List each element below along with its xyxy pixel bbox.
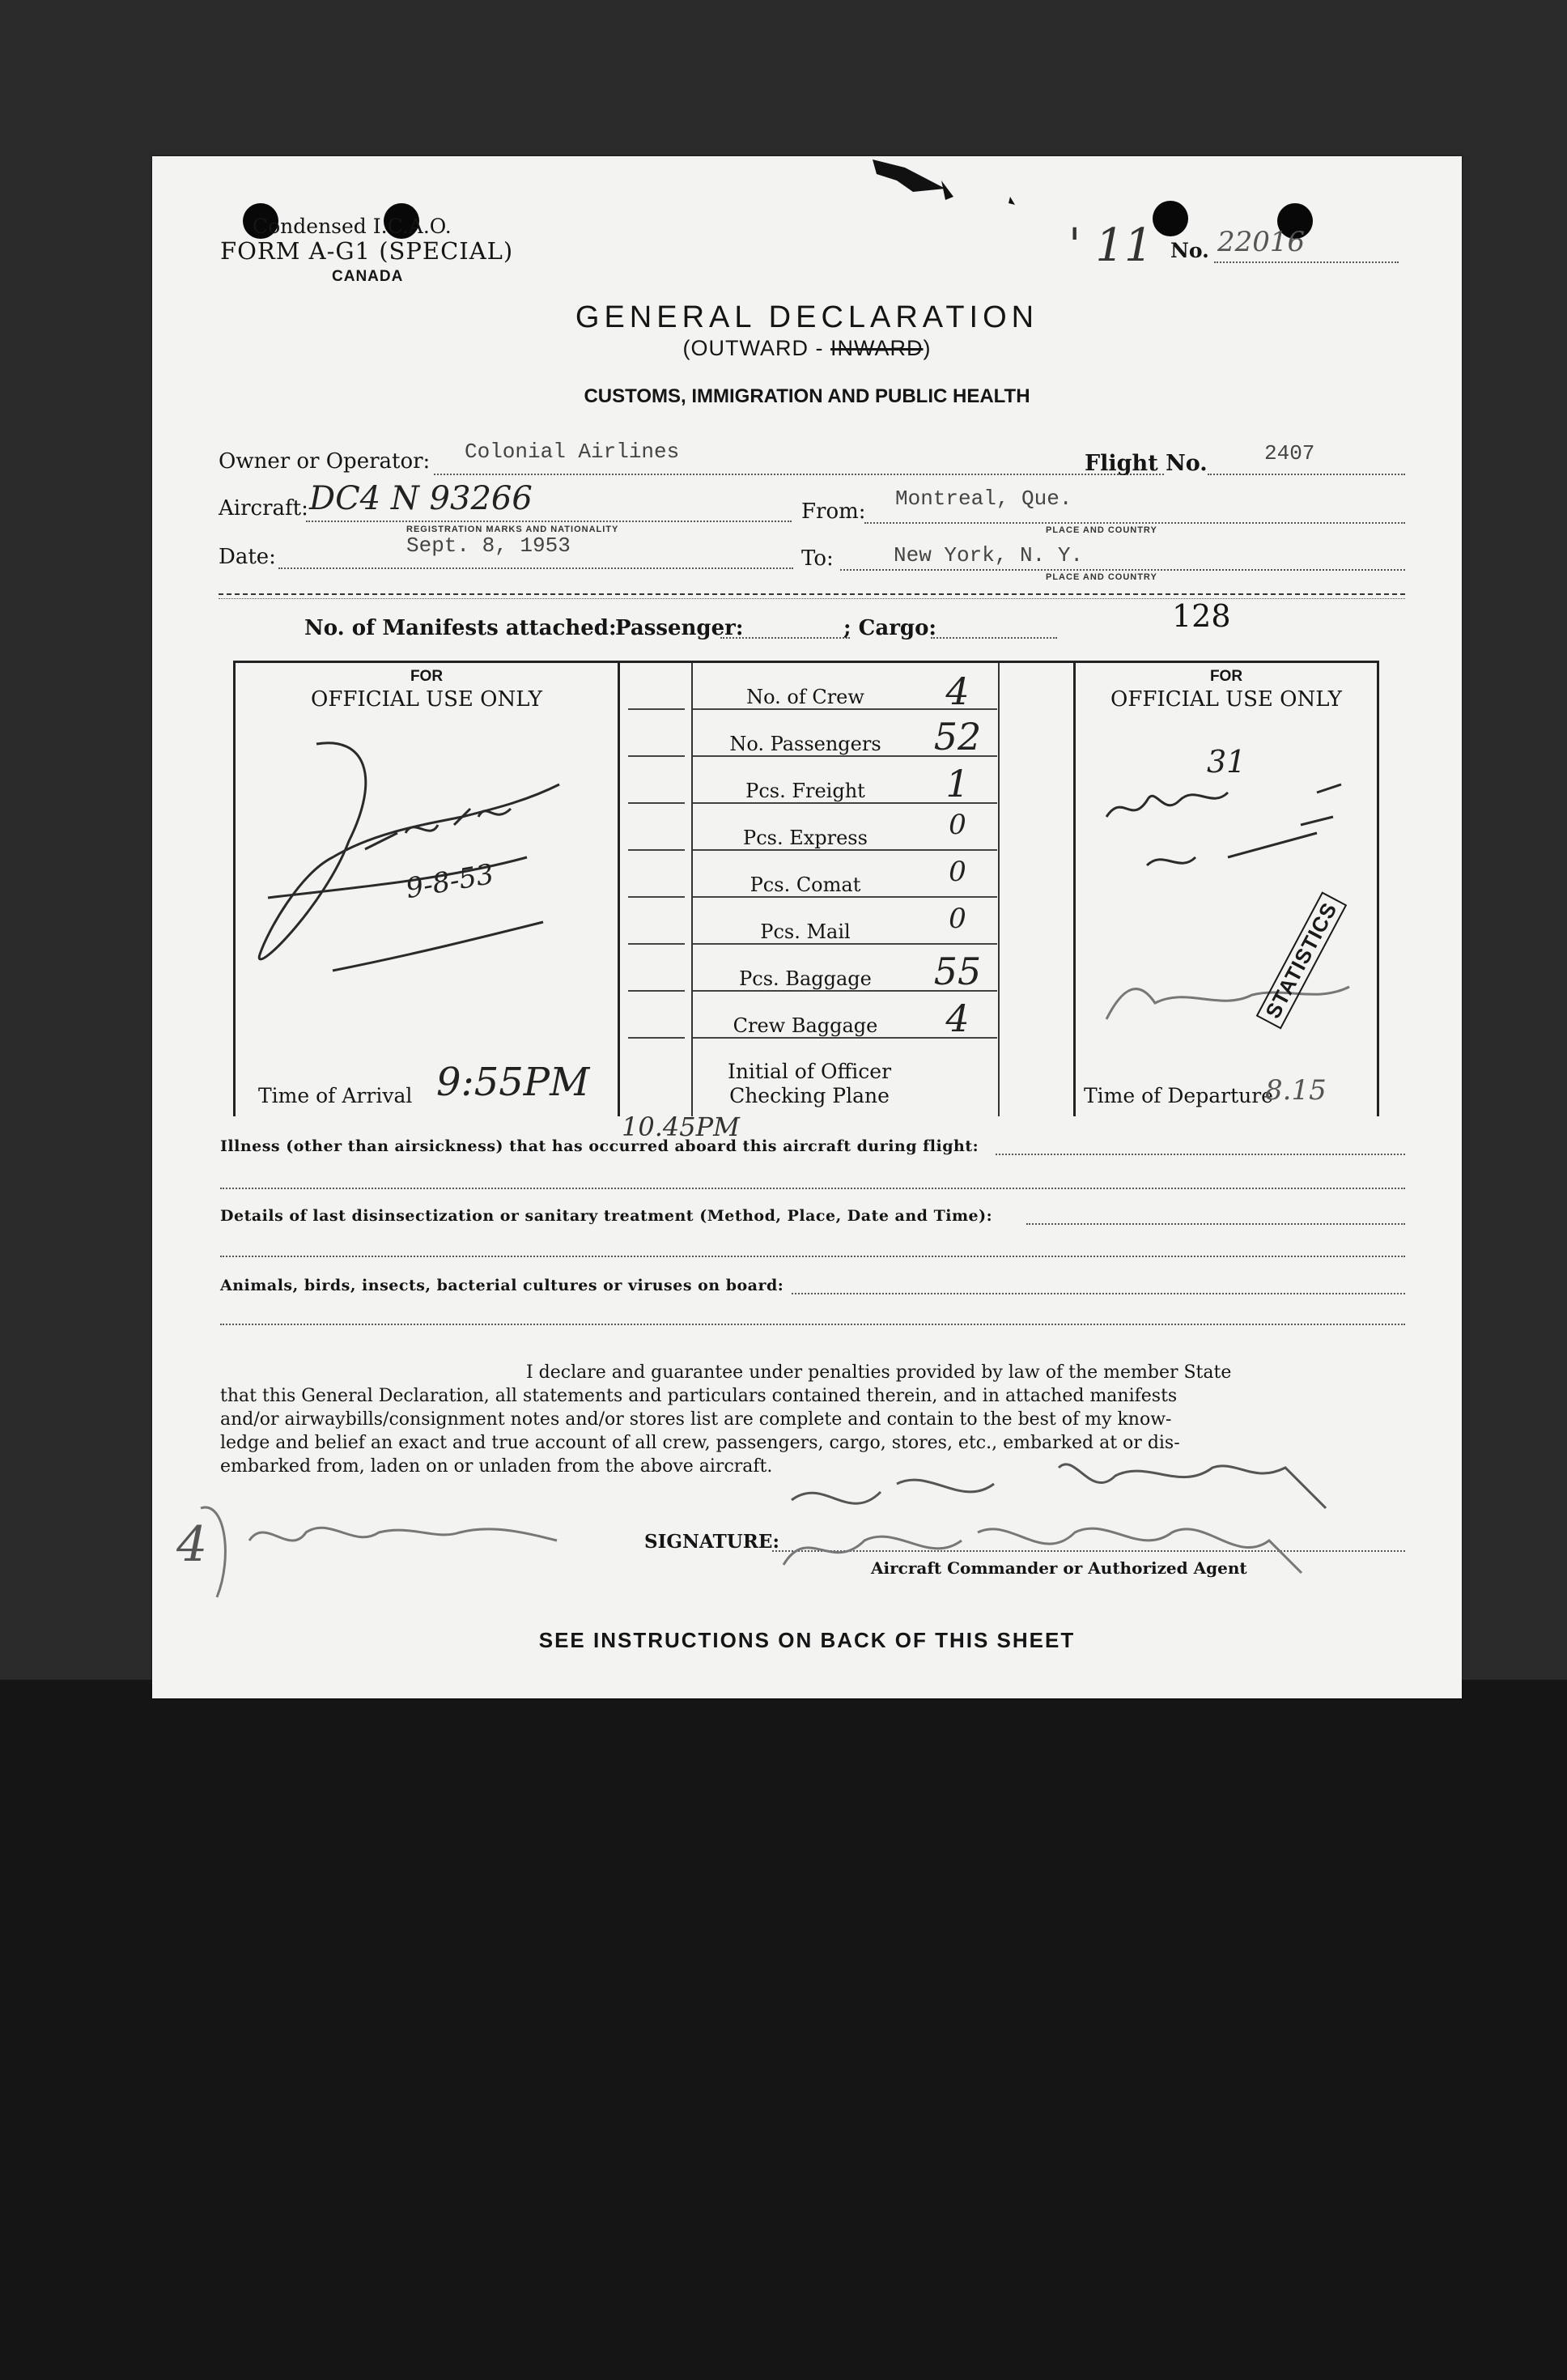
aircraft-label: Aircraft: xyxy=(219,496,308,521)
form-number-label: No. xyxy=(1170,239,1209,262)
row-passengers-value: 52 xyxy=(933,715,982,759)
declaration-line: that this General Declaration, all statements and particulars contained therein, and in attached manifests xyxy=(220,1386,1178,1406)
official-use-table xyxy=(233,661,1379,1116)
tear-mark xyxy=(711,156,1051,221)
from-label: From: xyxy=(801,499,866,524)
tick-line xyxy=(628,755,685,757)
row-crew-baggage xyxy=(693,992,997,1040)
officer-signature-scrawl xyxy=(236,712,618,987)
direction xyxy=(152,336,1462,361)
arrival-label: Time of Arrival xyxy=(258,1084,413,1107)
direction-suffix: ) xyxy=(923,336,932,360)
disinsect-label: Details of last disinsectization or sanitary treatment (Method, Place, Date and Time): xyxy=(220,1207,993,1225)
disinsect-line-2 xyxy=(220,1256,1405,1257)
row-baggage xyxy=(693,945,997,993)
signature-label: SIGNATURE: xyxy=(644,1531,779,1553)
manifests-cargo-label: ; Cargo: xyxy=(843,616,937,640)
illness-line-2 xyxy=(220,1188,1405,1189)
aircraft-value: DC4 N 93266 xyxy=(309,480,533,517)
left-header-small: FOR xyxy=(410,668,444,685)
handwritten-mark: ' 11 xyxy=(1068,219,1153,272)
owner-value: Colonial Airlines xyxy=(465,440,680,464)
illness-line xyxy=(996,1154,1405,1155)
declaration-line: ledge and belief an exact and true account of all crew, passengers, cargo, stores, etc., embarked at or dis- xyxy=(220,1433,1180,1453)
declaration-sheet xyxy=(152,156,1462,1698)
owner-line xyxy=(434,474,1164,475)
from-caption: PLACE AND COUNTRY xyxy=(1046,525,1157,535)
disinsect-line xyxy=(1026,1223,1405,1225)
row-mail-value: 0 xyxy=(949,903,966,935)
tick-line xyxy=(628,708,685,710)
initial-officer-line-1: Initial of Officer xyxy=(727,1060,892,1083)
form-line-2: FORM A-G1 (SPECIAL) xyxy=(220,237,514,265)
punch-hole xyxy=(1153,201,1188,236)
owner-label: Owner or Operator: xyxy=(219,449,431,474)
to-caption: PLACE AND COUNTRY xyxy=(1046,572,1157,582)
row-passengers xyxy=(693,710,997,759)
to-value: New York, N. Y. xyxy=(894,543,1084,567)
row-crew-baggage-line xyxy=(693,1037,997,1039)
animals-line xyxy=(792,1293,1405,1294)
direction-prefix: (OUTWARD - xyxy=(682,336,830,360)
separator-line xyxy=(219,593,1405,595)
tick-line xyxy=(628,802,685,804)
date-value: Sept. 8, 1953 xyxy=(406,533,571,558)
row-crew xyxy=(693,663,997,712)
row-express xyxy=(693,804,997,852)
initial-officer-label xyxy=(621,1060,998,1108)
row-freight-label: Pcs. Freight xyxy=(745,780,865,802)
left-header: OFFICIAL USE ONLY xyxy=(311,687,542,712)
tick-line xyxy=(628,849,685,851)
footer-instructions: SEE INSTRUCTIONS ON BACK OF THIS SHEET xyxy=(538,1628,1076,1652)
form-title: GENERAL DECLARATION xyxy=(575,300,1039,334)
declaration-line: I declare and guarantee under penalties provided by law of the member State xyxy=(526,1362,1232,1383)
signature-caption: Aircraft Commander or Authorized Agent xyxy=(871,1558,1247,1578)
tick-line xyxy=(628,896,685,898)
row-crew-label: No. of Crew xyxy=(746,686,864,708)
illness-label: Illness (other than airsickness) that has occurred aboard this aircraft during flight: xyxy=(220,1137,979,1155)
departure-label: Time of Departure xyxy=(1084,1084,1273,1107)
margin-note: 4 xyxy=(176,1516,208,1573)
form-number-value: 22016 xyxy=(1217,226,1306,258)
right-note: 31 xyxy=(1207,744,1246,780)
right-header: OFFICIAL USE ONLY xyxy=(1110,687,1342,712)
left-note: 9-8-53 xyxy=(403,857,497,906)
row-crew-value: 4 xyxy=(945,669,970,713)
tick-line xyxy=(628,1037,685,1039)
initial-officer-line-2: Checking Plane xyxy=(729,1084,890,1107)
counts-column xyxy=(620,663,999,1052)
direction-struck: INWARD xyxy=(830,336,924,360)
manifests-cargo-line xyxy=(931,637,1057,639)
row-passengers-label: No. Passengers xyxy=(729,733,881,755)
departure-value: 8.15 xyxy=(1265,1074,1327,1107)
flight-label: Flight No. xyxy=(1085,451,1208,476)
manifests-label: No. of Manifests attached: xyxy=(304,616,617,640)
scan-background-lower xyxy=(0,1680,1567,2380)
flight-line xyxy=(1208,474,1405,475)
manifests-passenger-line xyxy=(720,637,850,639)
row-comat-value: 0 xyxy=(949,856,966,888)
declaration-line: and/or airwaybills/consignment notes and/or stores list are complete and contain to the best of my know- xyxy=(220,1409,1172,1430)
from-line xyxy=(864,522,1405,524)
form-subtitle: CUSTOMS, IMMIGRATION AND PUBLIC HEALTH xyxy=(584,385,1030,407)
aircraft-line xyxy=(306,521,792,522)
row-baggage-label: Pcs. Baggage xyxy=(739,967,872,990)
row-comat-label: Pcs. Comat xyxy=(750,873,861,896)
declaration-line: embarked from, laden on or unladen from the above aircraft. xyxy=(220,1456,773,1477)
animals-line-2 xyxy=(220,1324,1405,1325)
row-freight-value: 1 xyxy=(945,762,970,805)
row-express-value: 0 xyxy=(949,809,966,841)
statistics-stamp: STATISTICS xyxy=(1256,892,1348,1030)
aircraft-caption: REGISTRATION MARKS AND NATIONALITY xyxy=(406,525,619,534)
row-express-label: Pcs. Express xyxy=(743,827,868,849)
row-mail-label: Pcs. Mail xyxy=(760,920,851,943)
row-mail xyxy=(693,898,997,946)
flight-value: 2407 xyxy=(1264,441,1315,465)
manifests-cargo-value: 128 xyxy=(1172,598,1231,634)
form-line-1: Condensed I.C.A.O. xyxy=(253,215,452,238)
manifests-passenger-label: Passenger: xyxy=(615,616,744,640)
date-line xyxy=(278,567,793,569)
row-crew-baggage-value: 4 xyxy=(945,997,970,1040)
tick-line xyxy=(628,990,685,992)
from-value: Montreal, Que. xyxy=(895,487,1072,511)
row-baggage-value: 55 xyxy=(933,950,982,993)
date-label: Date: xyxy=(219,545,276,569)
illness-note: 10.45PM xyxy=(622,1111,740,1142)
form-country: CANADA xyxy=(332,268,404,285)
row-freight xyxy=(693,757,997,805)
signature-scrawl xyxy=(152,1451,1462,1630)
row-comat xyxy=(693,851,997,899)
tick-line xyxy=(628,943,685,945)
arrival-value: 9:55PM xyxy=(436,1060,590,1105)
animals-label: Animals, birds, insects, bacterial cultures or viruses on board: xyxy=(220,1277,784,1294)
row-crew-baggage-label: Crew Baggage xyxy=(733,1014,878,1037)
to-label: To: xyxy=(801,546,834,571)
to-line xyxy=(840,569,1405,571)
right-header-small: FOR xyxy=(1209,668,1243,685)
form-number-line xyxy=(1214,261,1399,263)
